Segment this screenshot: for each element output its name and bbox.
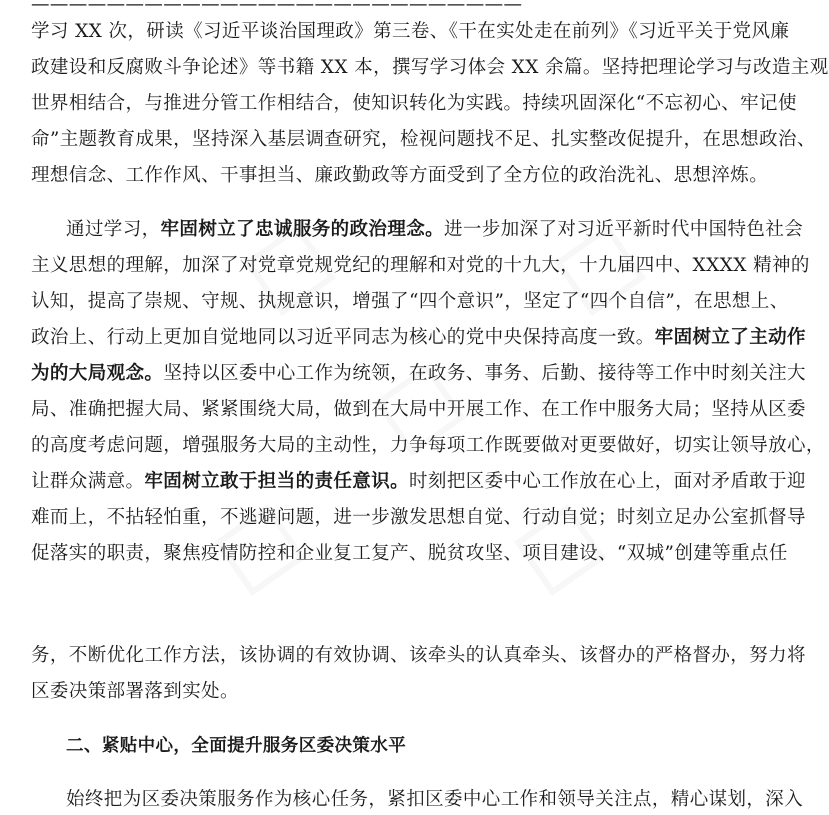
text-line: 始终把为区委决策服务作为核心任务，紧扣区委中心工作和领导关注点，精心谋划，深入 — [66, 789, 804, 810]
text-line: 主义思想的理解，加深了对党章党规党纪的理解和对党的十九大，十九届四中、XXXX 精神的 — [31, 255, 810, 276]
text-line: 认知，提高了崇规、守规、执规意识，增强了“四个意识”，坚定了“四个自信”，在思想上、 — [31, 291, 789, 312]
text-line: 理想信念、工作作风、干事担当、廉政勤政等方面受到了全方位的政治洗礼、思想淬炼。 — [31, 165, 769, 186]
text-line: 区委决策部署落到实处。 — [31, 681, 239, 702]
text-line: 局、准确把握大局、紧紧围绕大局，做到在大局中开展工作、在工作中服务大局；坚持从区委 — [31, 399, 806, 420]
text-run: 让群众满意。 — [31, 471, 145, 492]
text-line — [66, 215, 804, 245]
text-line: 命”主题教育成果，坚持深入基层调查研究，检视问题找不足、扎实整改促提升，在思想政治、 — [31, 129, 816, 150]
text-line — [31, 467, 806, 497]
bold-phrase: 牢固树立了忠诚服务的政治理念。 — [160, 219, 445, 240]
text-run: 通过学习， — [66, 219, 161, 240]
text-line: 世界相结合，与推进分管工作相结合，使知识转化为实践。持续巩固深化“不忘初心、牢记使 — [31, 93, 797, 114]
text-line — [31, 359, 806, 389]
text-line: 促落实的职责，聚焦疫情防控和企业复工复产、脱贫攻坚、项目建设、“双城”创建等重点任 — [31, 543, 788, 564]
bold-phrase: 牢固树立了主动作 — [654, 327, 806, 348]
section-heading: 二、紧贴中心，全面提升服务区委决策水平 — [66, 736, 407, 756]
text-line: 务，不断优化工作方法，该协调的有效协调、该牵头的认真牵头、该督办的严格督办，努力将 — [31, 645, 806, 666]
text-run: 进一步加深了对习近平新时代中国特色社会 — [444, 219, 804, 240]
text-line: 学习 XX 次，研读《习近平谈治国理政》第三卷、《干在实处走在前列》《习近平关于党风廉 — [31, 21, 790, 42]
text-line: 难而上，不拈轻怕重，不逃避问题，进一步激发思想自觉、行动自觉；时刻立足办公室抓督导 — [31, 507, 806, 528]
text-line: 政建设和反腐败斗争论述》等书籍 XX 本，撰写学习体会 XX 余篇。坚持把理论学习与改造主观 — [31, 57, 829, 78]
text-line — [31, 323, 806, 353]
text-run: 政治上、行动上更加自觉地同以习近平同志为核心的党中央保持高度一致。 — [31, 327, 655, 348]
bold-phrase: 为的大局观念。 — [31, 363, 164, 384]
text-line: 的高度考虑问题，增强服务大局的主动性，力争每项工作既要做对更要做好，切实让领导放心， — [31, 435, 825, 456]
bold-phrase: 牢固树立敢于担当的责任意识。 — [144, 471, 410, 492]
cut-off-line: —————————————————————————— — [31, 0, 523, 15]
text-run: 时刻把区委中心工作放在心上，面对矛盾敢于迎 — [409, 471, 806, 492]
text-run: 坚持以区委中心工作为统领，在政务、事务、后勤、接待等工作中时刻关注大 — [163, 363, 806, 384]
